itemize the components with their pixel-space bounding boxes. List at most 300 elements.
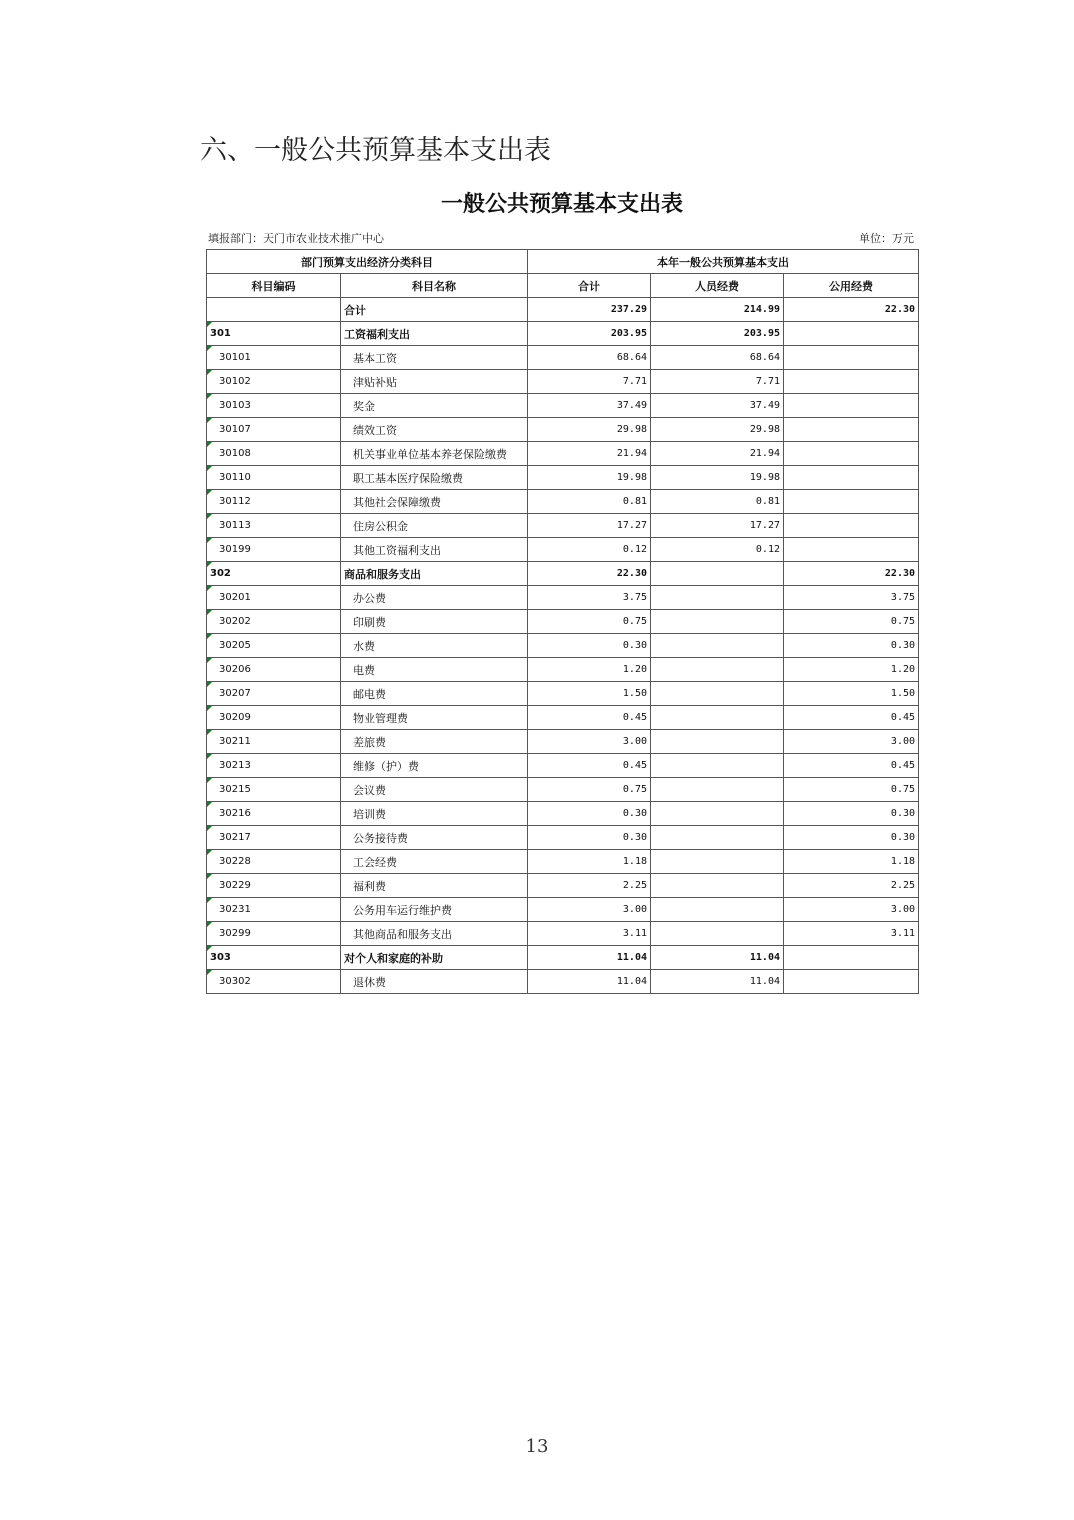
row-name [341,682,528,706]
row-public [784,850,919,874]
row-public-text: 22.30 [884,304,916,315]
row-total-text: 3.11 [622,928,647,939]
row-code-text: 30199 [219,544,251,555]
row-code [207,322,341,346]
table-row [207,514,919,538]
row-code [207,442,341,466]
row-total [528,970,651,994]
row-public [784,442,919,466]
cell-marker-icon [207,946,212,951]
row-name-text: 绩效工资 [353,423,397,437]
row-code [207,802,341,826]
section-heading: 六、一般公共预算基本支出表 [200,135,551,166]
row-total-text: 3.75 [622,592,647,603]
row-code-text: 30205 [219,640,251,651]
row-personnel [651,922,784,946]
table-row [207,850,919,874]
row-name-text: 津贴补贴 [353,375,397,389]
row-code-text: 302 [210,568,231,579]
cell-marker-icon [207,778,212,783]
row-public [784,778,919,802]
row-code-text: 30206 [219,664,251,675]
row-name-text: 公务用车运行维护费 [353,903,452,917]
row-name [341,586,528,610]
row-name-text: 印刷费 [353,615,386,629]
row-total-text: 237.29 [610,304,647,315]
row-total-text: 3.00 [622,736,647,747]
row-name-text: 会议费 [353,783,386,797]
row-public [784,418,919,442]
row-name-text: 退休费 [353,975,386,989]
row-public [784,658,919,682]
row-name-text: 其他工资福利支出 [353,543,441,557]
cell-marker-icon [207,514,212,519]
row-total [528,754,651,778]
table-row [207,730,919,754]
row-personnel-text: 0.81 [755,496,780,507]
row-code-text: 30217 [219,832,251,843]
row-name [341,802,528,826]
row-total [528,922,651,946]
row-personnel-text: 37.49 [749,400,780,411]
header-group-right: 本年一般公共预算基本支出 [528,250,919,274]
row-total [528,898,651,922]
row-public [784,898,919,922]
row-code [207,490,341,514]
row-name-text: 公务接待费 [353,831,408,845]
row-personnel [651,658,784,682]
row-personnel-text: 0.12 [755,544,780,555]
cell-marker-icon [207,754,212,759]
row-public-text: 0.45 [890,760,916,771]
row-personnel-text: 11.04 [749,952,780,963]
row-public-text: 3.75 [890,592,916,603]
row-public [784,322,919,346]
row-total [528,370,651,394]
row-code-text: 30211 [219,736,251,747]
budget-table [206,249,919,994]
cell-marker-icon [207,730,212,735]
row-code [207,778,341,802]
table-row [207,802,919,826]
row-total [528,826,651,850]
row-public-text: 1.50 [890,688,916,699]
row-name [341,754,528,778]
row-total [528,490,651,514]
reporting-department: 填报部门：天门市农业技术推广中心 [208,232,384,245]
row-public [784,538,919,562]
row-code [207,682,341,706]
row-code-text: 30216 [219,808,251,819]
row-personnel-text: 19.98 [749,472,780,483]
row-total [528,946,651,970]
row-total-text: 21.94 [616,448,647,459]
table-row [207,370,919,394]
table-row [207,586,919,610]
table-row [207,418,919,442]
row-total-text: 0.30 [622,640,647,651]
cell-marker-icon [207,586,212,591]
row-total-text: 0.75 [622,784,647,795]
row-public [784,682,919,706]
row-code [207,634,341,658]
cell-marker-icon [207,538,212,543]
row-name [341,658,528,682]
row-personnel [651,538,784,562]
header-public: 公用经费 [784,274,919,298]
row-personnel [651,634,784,658]
unit-label: 单位：万元 [859,232,914,245]
row-public [784,514,919,538]
row-total-text: 29.98 [616,424,647,435]
header-name: 科目名称 [341,274,528,298]
row-total-text: 22.30 [616,568,647,579]
row-code [207,658,341,682]
row-code [207,850,341,874]
row-public [784,730,919,754]
cell-marker-icon [207,850,212,855]
row-name-text: 培训费 [353,807,386,821]
row-personnel [651,394,784,418]
row-public [784,970,919,994]
row-name-text: 邮电费 [353,687,386,701]
row-personnel [651,706,784,730]
row-personnel [651,946,784,970]
cell-marker-icon [207,562,212,567]
table-row [207,682,919,706]
row-public [784,394,919,418]
table-row [207,898,919,922]
row-public [784,946,919,970]
row-personnel-text: 214.99 [743,304,780,315]
row-total [528,682,651,706]
row-public-text: 3.11 [890,928,916,939]
row-code [207,514,341,538]
row-name [341,778,528,802]
row-code-text: 303 [210,952,231,963]
row-name [341,946,528,970]
header-personnel: 人员经费 [651,274,784,298]
cell-marker-icon [207,658,212,663]
row-total-text: 37.49 [616,400,647,411]
row-public-text: 22.30 [884,568,916,579]
row-public [784,466,919,490]
row-code-text: 30207 [219,688,251,699]
row-personnel-text: 29.98 [749,424,780,435]
table-row [207,466,919,490]
row-code [207,586,341,610]
row-code-text: 30101 [219,352,251,363]
row-personnel [651,682,784,706]
row-public-text: 0.75 [890,784,916,795]
row-name-text: 对个人和家庭的补助 [344,951,443,965]
row-name [341,634,528,658]
row-total [528,442,651,466]
row-personnel-text: 68.64 [749,352,780,363]
row-total-text: 17.27 [616,520,647,531]
row-total [528,514,651,538]
row-public [784,370,919,394]
row-personnel-text: 7.71 [755,376,780,387]
row-name [341,706,528,730]
row-code-text: 30110 [219,472,251,483]
row-name-text: 电费 [353,663,375,677]
cell-marker-icon [207,442,212,447]
table-row [207,778,919,802]
row-public-text: 0.30 [890,640,916,651]
row-personnel-text: 17.27 [749,520,780,531]
row-name-text: 工资福利支出 [344,327,410,341]
row-total-text: 1.20 [622,664,647,675]
row-personnel [651,370,784,394]
table-row [207,562,919,586]
table-row [207,298,919,322]
cell-marker-icon [207,322,212,327]
row-total-text: 0.12 [622,544,647,555]
row-name [341,850,528,874]
row-name [341,730,528,754]
row-public [784,562,919,586]
row-name-text: 维修（护）费 [353,759,419,773]
row-name-text: 基本工资 [353,351,397,365]
row-total [528,298,651,322]
row-code [207,946,341,970]
row-code-text: 30213 [219,760,251,771]
row-name [341,346,528,370]
row-public [784,826,919,850]
row-personnel [651,562,784,586]
header-group-row [207,250,919,274]
row-total [528,610,651,634]
row-total-text: 1.18 [622,856,647,867]
row-code-text: 30228 [219,856,251,867]
cell-marker-icon [207,634,212,639]
row-code [207,754,341,778]
row-personnel-text: 11.04 [749,976,780,987]
table-row [207,658,919,682]
row-code [207,898,341,922]
row-code-text: 30112 [219,496,251,507]
row-personnel [651,874,784,898]
cell-marker-icon [207,370,212,375]
row-code [207,562,341,586]
row-total-text: 68.64 [616,352,647,363]
row-code [207,370,341,394]
row-public-text: 3.00 [890,904,916,915]
row-code-text: 30231 [219,904,251,915]
row-total [528,538,651,562]
cell-marker-icon [207,970,212,975]
row-total-text: 0.45 [622,760,647,771]
row-code [207,466,341,490]
row-personnel [651,322,784,346]
row-code-text: 30108 [219,448,251,459]
row-personnel [651,418,784,442]
row-public [784,706,919,730]
table-row [207,610,919,634]
row-personnel [651,298,784,322]
row-public [784,874,919,898]
row-total [528,322,651,346]
row-name [341,562,528,586]
row-code-text: 30107 [219,424,251,435]
row-personnel-text: 21.94 [749,448,780,459]
row-name [341,922,528,946]
row-code-text: 301 [210,328,231,339]
row-total [528,850,651,874]
row-public-text: 2.25 [890,880,916,891]
row-name-text: 工会经费 [353,855,397,869]
table-row [207,946,919,970]
row-personnel [651,802,784,826]
row-name-text: 职工基本医疗保险缴费 [353,471,463,485]
row-total-text: 19.98 [616,472,647,483]
row-code-text: 30103 [219,400,251,411]
row-code-text: 30302 [219,976,251,987]
cell-marker-icon [207,418,212,423]
row-code-text: 30229 [219,880,251,891]
header-total: 合计 [528,274,651,298]
row-name [341,298,528,322]
row-public [784,490,919,514]
row-personnel [651,466,784,490]
row-personnel [651,610,784,634]
row-name [341,874,528,898]
page-number: 13 [525,1436,549,1457]
row-public [784,298,919,322]
row-code-text: 30215 [219,784,251,795]
cell-marker-icon [207,490,212,495]
table-body [207,298,919,994]
row-total [528,802,651,826]
row-total [528,346,651,370]
table-row [207,538,919,562]
row-total [528,634,651,658]
row-personnel [651,754,784,778]
row-personnel [651,826,784,850]
row-name [341,898,528,922]
row-total [528,778,651,802]
row-name [341,466,528,490]
row-code [207,610,341,634]
row-code [207,394,341,418]
row-name [341,514,528,538]
table-row [207,322,919,346]
cell-marker-icon [207,922,212,927]
row-public [784,346,919,370]
row-total-text: 0.75 [622,616,647,627]
row-name [341,442,528,466]
row-total-text: 3.00 [622,904,647,915]
cell-marker-icon [207,802,212,807]
row-personnel [651,442,784,466]
row-name-text: 合计 [344,303,366,317]
row-public-text: 0.30 [890,832,916,843]
row-name-text: 物业管理费 [353,711,408,725]
row-total-text: 2.25 [622,880,647,891]
row-personnel [651,490,784,514]
row-code [207,418,341,442]
table-row [207,874,919,898]
row-personnel [651,970,784,994]
row-name-text: 奖金 [353,399,375,413]
row-public-text: 0.75 [890,616,916,627]
row-personnel [651,898,784,922]
header-group-left: 部门预算支出经济分类科目 [207,250,528,274]
cell-marker-icon [207,394,212,399]
row-code [207,922,341,946]
row-personnel [651,778,784,802]
header-code: 科目编码 [207,274,341,298]
row-code [207,538,341,562]
cell-marker-icon [207,466,212,471]
row-name [341,490,528,514]
cell-marker-icon [207,874,212,879]
row-code-text: 30201 [219,592,251,603]
row-public [784,802,919,826]
row-name [341,970,528,994]
row-code [207,346,341,370]
row-total-text: 11.04 [616,952,647,963]
cell-marker-icon [207,826,212,831]
row-public-text: 3.00 [890,736,916,747]
cell-marker-icon [207,610,212,615]
row-personnel-text: 203.95 [743,328,780,339]
row-personnel [651,514,784,538]
row-name-text: 水费 [353,639,375,653]
row-total [528,418,651,442]
row-public [784,754,919,778]
row-public-text: 1.18 [890,856,916,867]
row-public-text: 0.45 [890,712,916,723]
row-code-text: 30102 [219,376,251,387]
header-column-row [207,274,919,298]
row-name [341,538,528,562]
table-row [207,970,919,994]
row-name-text: 其他商品和服务支出 [353,927,452,941]
row-code-text: 30202 [219,616,251,627]
row-name [341,610,528,634]
row-name [341,370,528,394]
cell-marker-icon [207,706,212,711]
table-row [207,634,919,658]
cell-marker-icon [207,898,212,903]
row-total-text: 0.81 [622,496,647,507]
row-name [341,418,528,442]
row-total-text: 7.71 [622,376,647,387]
row-code [207,826,341,850]
row-name-text: 差旅费 [353,735,386,749]
row-total-text: 0.30 [622,808,647,819]
row-total-text: 11.04 [616,976,647,987]
row-total [528,730,651,754]
row-code-text: 30299 [219,928,251,939]
row-code [207,970,341,994]
row-code [207,706,341,730]
table-row [207,442,919,466]
table-row [207,394,919,418]
table-row [207,706,919,730]
row-name [341,826,528,850]
table-row [207,346,919,370]
row-total [528,586,651,610]
row-name [341,394,528,418]
row-name-text: 福利费 [353,879,386,893]
row-code-text: 30209 [219,712,251,723]
table-row [207,826,919,850]
row-total [528,562,651,586]
row-public [784,586,919,610]
